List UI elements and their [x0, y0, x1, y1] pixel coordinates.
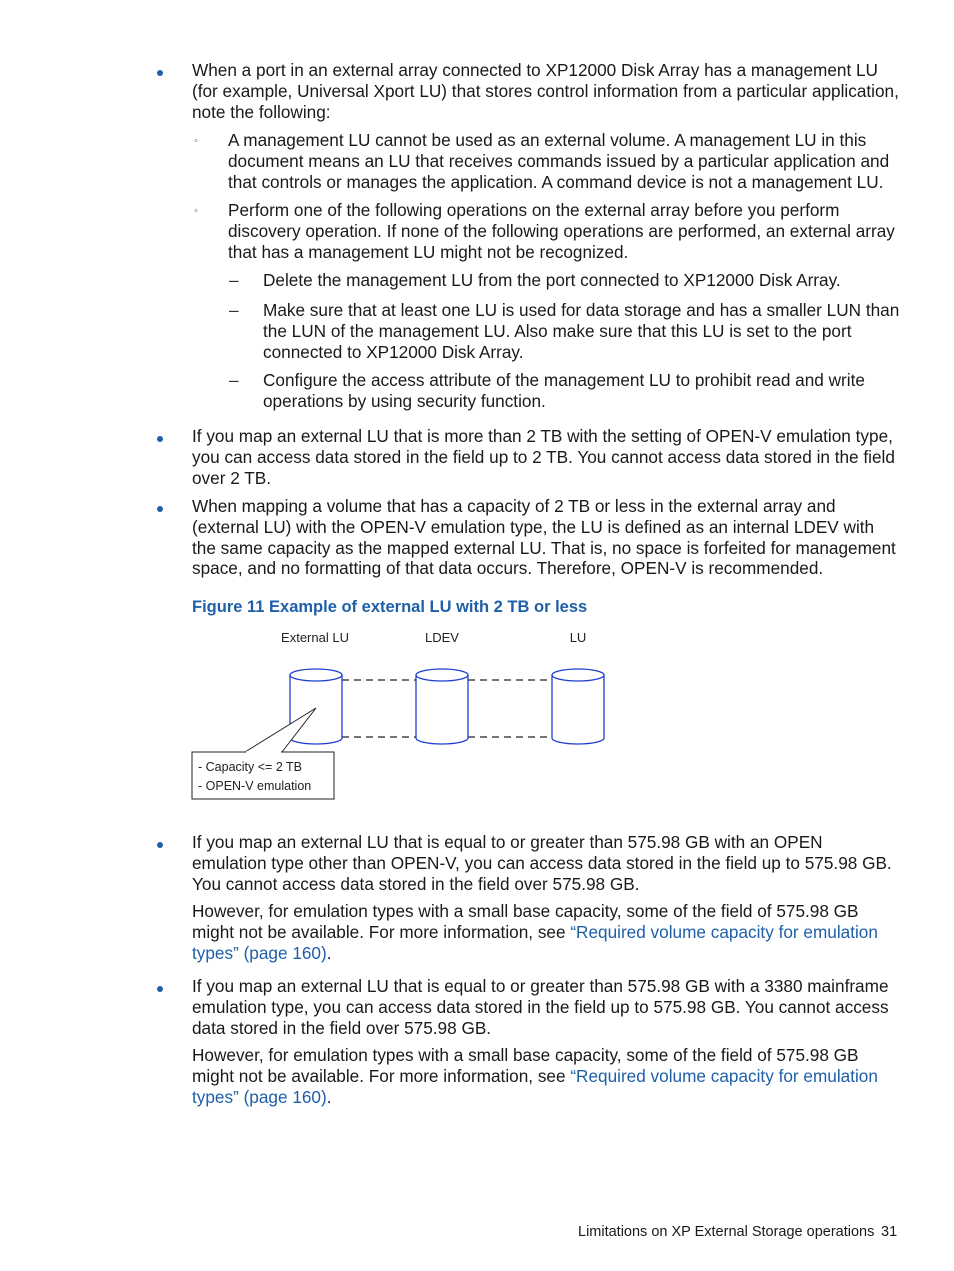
dash-bullet-text: Configure the access attribute of the management LU to prohibit read and write operations by using security function. [263, 370, 865, 411]
note-text: However, for emulation types with a small base capacity, some of the field of 575.98 GB might not be available. For more information, see [192, 1045, 859, 1086]
label-lu: LU [569, 630, 587, 645]
callout-emulation-text: - OPEN-V emulation [198, 779, 312, 793]
required-capacity-link[interactable]: “Required volume capacity for emulation types” (page 160) [192, 1065, 878, 1107]
dash-bullet-icon: – [229, 300, 239, 320]
callout-capacity-text: - Capacity <= 2 TB [198, 760, 302, 774]
dash-bullet-text: Make sure that at least one LU is used for data storage and has a smaller LUN than the LUN of the management LU. Also make sure that this LU is set to the port connected to XP12000 Disk Array. [263, 300, 900, 362]
lu-mapping-diagram [0, 620, 954, 810]
bullet-note [192, 1045, 900, 1107]
ldev-cylinder [416, 669, 468, 744]
bullet-text: When mapping a volume that has a capacity of 2 TB or less in the external array and (external LU) with the OPEN-V emulation type, the LU is defined as an internal LDEV with the same capacity as the mapped external LU. That is, no space is forfeited for management space, and no formatting of that data occurs. Therefore, OPEN-V is recommended. [192, 496, 896, 579]
bullet-text: If you map an external LU that is equal to or greater than 575.98 GB with an OPEN emulation type other than OPEN-V, you can access data stored in the field up to 575.98 GB. You cannot access data stored in the field over 575.98 GB. [192, 832, 892, 894]
circle-bullet-icon: ◦ [194, 135, 198, 147]
sub-bullet-text: A management LU cannot be used as an external volume. A management LU in this document means an LU that receives commands issued by a particular application and that controls or manages the application. A command device is not a management LU. [228, 130, 890, 192]
bullet-note [192, 901, 900, 963]
external-lu-cylinder [290, 669, 342, 744]
bullet-icon [157, 506, 163, 512]
bullet-text: If you map an external LU that is more than 2 TB with the setting of OPEN-V emulation type, you can access data stored in the field up to 2 TB. You cannot access data stored in the field over 2 TB. [192, 426, 895, 488]
lu-cylinder [552, 669, 604, 744]
label-external-lu: External LU [281, 630, 349, 645]
dash-bullet-text: Delete the management LU from the port connected to XP12000 Disk Array. [263, 270, 841, 290]
required-capacity-link[interactable]: “Required volume capacity for emulation types” (page 160) [192, 921, 878, 963]
figure-caption: Figure 11 Example of external LU with 2 TB or less [192, 598, 588, 616]
bullet-text: When a port in an external array connected to XP12000 Disk Array has a management LU (for example, Universal Xport LU) that stores control information from a particular application, note the following: [192, 60, 899, 122]
bullet-icon [157, 842, 163, 848]
footer-section-title: Limitations on XP External Storage operations [578, 1224, 875, 1240]
bullet-icon [157, 70, 163, 76]
note-text: However, for emulation types with a small base capacity, some of the field of 575.98 GB might not be available. For more information, see [192, 901, 859, 942]
bullet-icon [157, 986, 163, 992]
dash-bullet-icon: – [229, 370, 239, 390]
circle-bullet-icon: ◦ [194, 205, 198, 217]
bullet-icon [157, 436, 163, 442]
page-number: 31 [881, 1224, 898, 1240]
dash-bullet-icon: – [229, 270, 239, 290]
period: . [326, 942, 332, 963]
label-ldev: LDEV [425, 630, 459, 645]
sub-bullet-text: Perform one of the following operations on the external array before you perform discovery operation. If none of the following operations are performed, an external array that has a management LU might not be recognized. [228, 200, 895, 262]
bullet-text: If you map an external LU that is equal to or greater than 575.98 GB with a 3380 mainframe emulation type, you can access data stored in the field up to 575.98 GB. You cannot access data stored in the field over 575.98 GB. [192, 976, 889, 1038]
period: . [326, 1086, 332, 1107]
